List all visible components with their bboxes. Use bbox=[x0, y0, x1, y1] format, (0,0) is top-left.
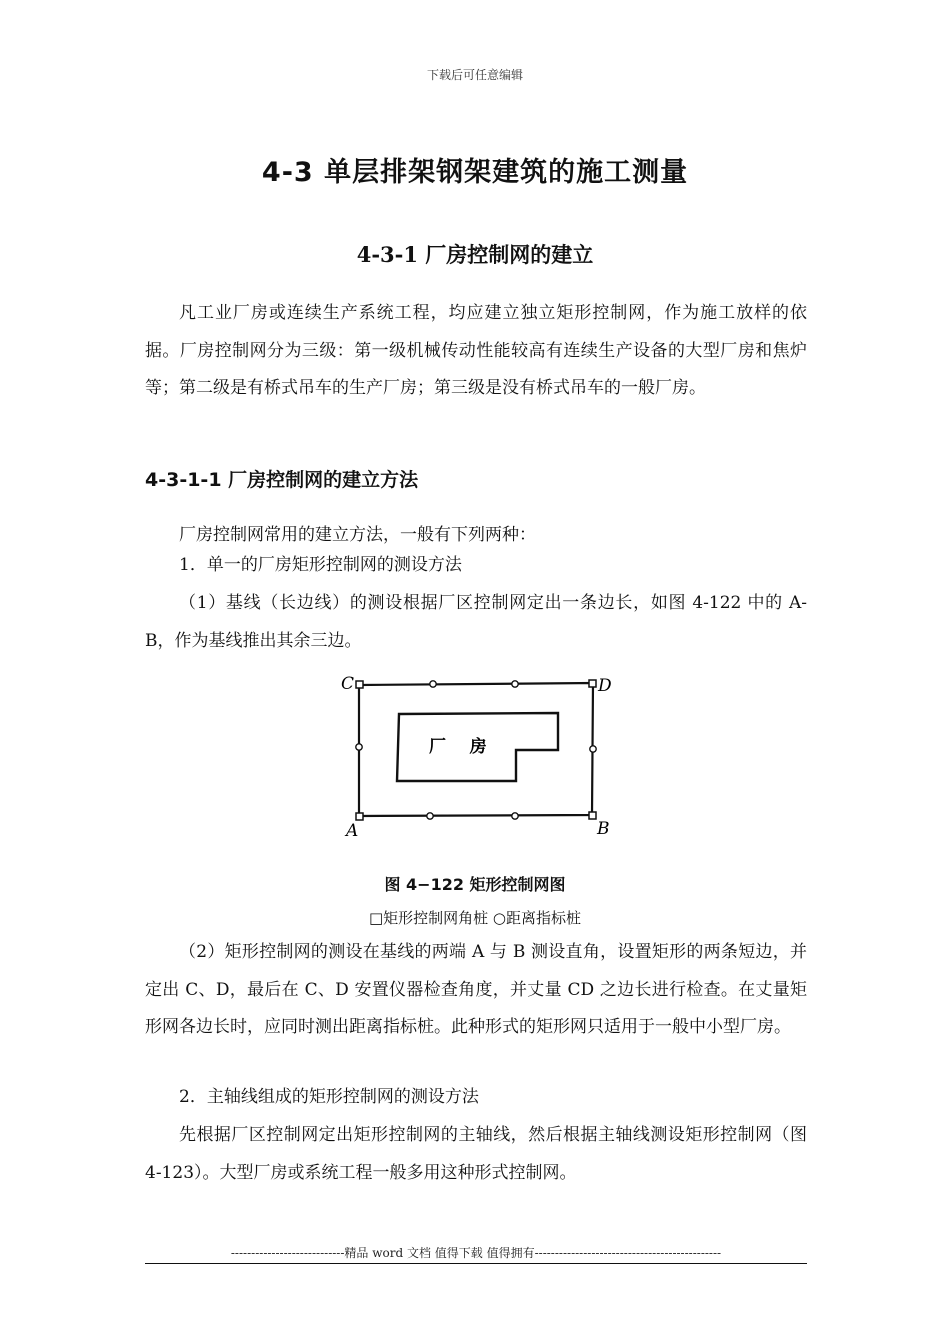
subsection-heading: 4-3-1-1 厂房控制网的建立方法 bbox=[145, 469, 419, 491]
corner-label-b: B bbox=[597, 819, 610, 839]
distance-stake bbox=[590, 746, 596, 752]
footer-note: ----------------------------精品 word 文档 值得下载 值得拥有---------------------------------------------- bbox=[230, 1246, 722, 1260]
corner-label-d: D bbox=[598, 676, 612, 696]
figure-caption: 图 4−122 矩形控制网图 bbox=[384, 875, 566, 894]
methods-intro: 厂房控制网常用的建立方法，一般有下列两种： bbox=[179, 525, 536, 545]
method-2-text: 先根据厂区控制网定出矩形控制网的主轴线，然后根据主轴线测设矩形控制网（图 4-123）。大型厂房或系统工程一般多用这种形式控制网。 bbox=[145, 1125, 807, 1183]
method-1-title: 1．单一的厂房矩形控制网的测设方法 bbox=[179, 555, 462, 575]
building-label: 厂 房 bbox=[429, 737, 487, 757]
method-2-title: 2．主轴线组成的矩形控制网的测设方法 bbox=[179, 1087, 479, 1107]
intro-paragraph: 凡工业厂房或连续生产系统工程，均应建立独立矩形控制网，作为施工放样的依据。厂房控制网分为三级：第一级机械传动性能较高有连续生产设备的大型厂房和焦炉等；第二级是有桥式吊车的生产厂房；第三级是没有桥式吊车的一般厂房。 bbox=[145, 303, 807, 398]
distance-stake bbox=[430, 681, 436, 687]
rectangular-control-network-figure bbox=[330, 668, 630, 843]
corner-stake-d bbox=[589, 680, 596, 687]
corner-stake-a bbox=[356, 813, 363, 820]
figure-legend: □矩形控制网角桩 ○距离指标桩 bbox=[368, 909, 582, 927]
distance-stake bbox=[512, 813, 518, 819]
corner-stake-b bbox=[589, 812, 596, 819]
distance-stake bbox=[356, 744, 362, 750]
method-1-step-1: （1）基线（长边线）的测设根据厂区控制网定出一条边长，如图 4-122 中的 A-B，作为基线推出其余三边。 bbox=[145, 593, 807, 651]
footer-rule bbox=[145, 1263, 807, 1264]
header-note: 下载后可任意编辑 bbox=[426, 68, 523, 82]
method-1-step-2: （2）矩形控制网的测设在基线的两端 A 与 B 测设直角，设置矩形的两条短边，并定出 C、D，最后在 C、D 安置仪器检查角度，并丈量 CD 之边长进行检查。在丈量矩形网各边长时，应同时测出距离指标桩。此种形式的矩形网只适用于一般中小型厂房。 bbox=[145, 942, 807, 1037]
corner-label-c: C bbox=[341, 674, 355, 694]
page-title: 4-3 单层排架钢架建筑的施工测量 bbox=[261, 157, 689, 188]
corner-stake-c bbox=[356, 681, 363, 688]
section-title: 4-3-1 厂房控制网的建立 bbox=[356, 242, 594, 267]
corner-label-a: A bbox=[346, 821, 359, 841]
distance-stake bbox=[427, 813, 433, 819]
distance-stake bbox=[512, 681, 518, 687]
